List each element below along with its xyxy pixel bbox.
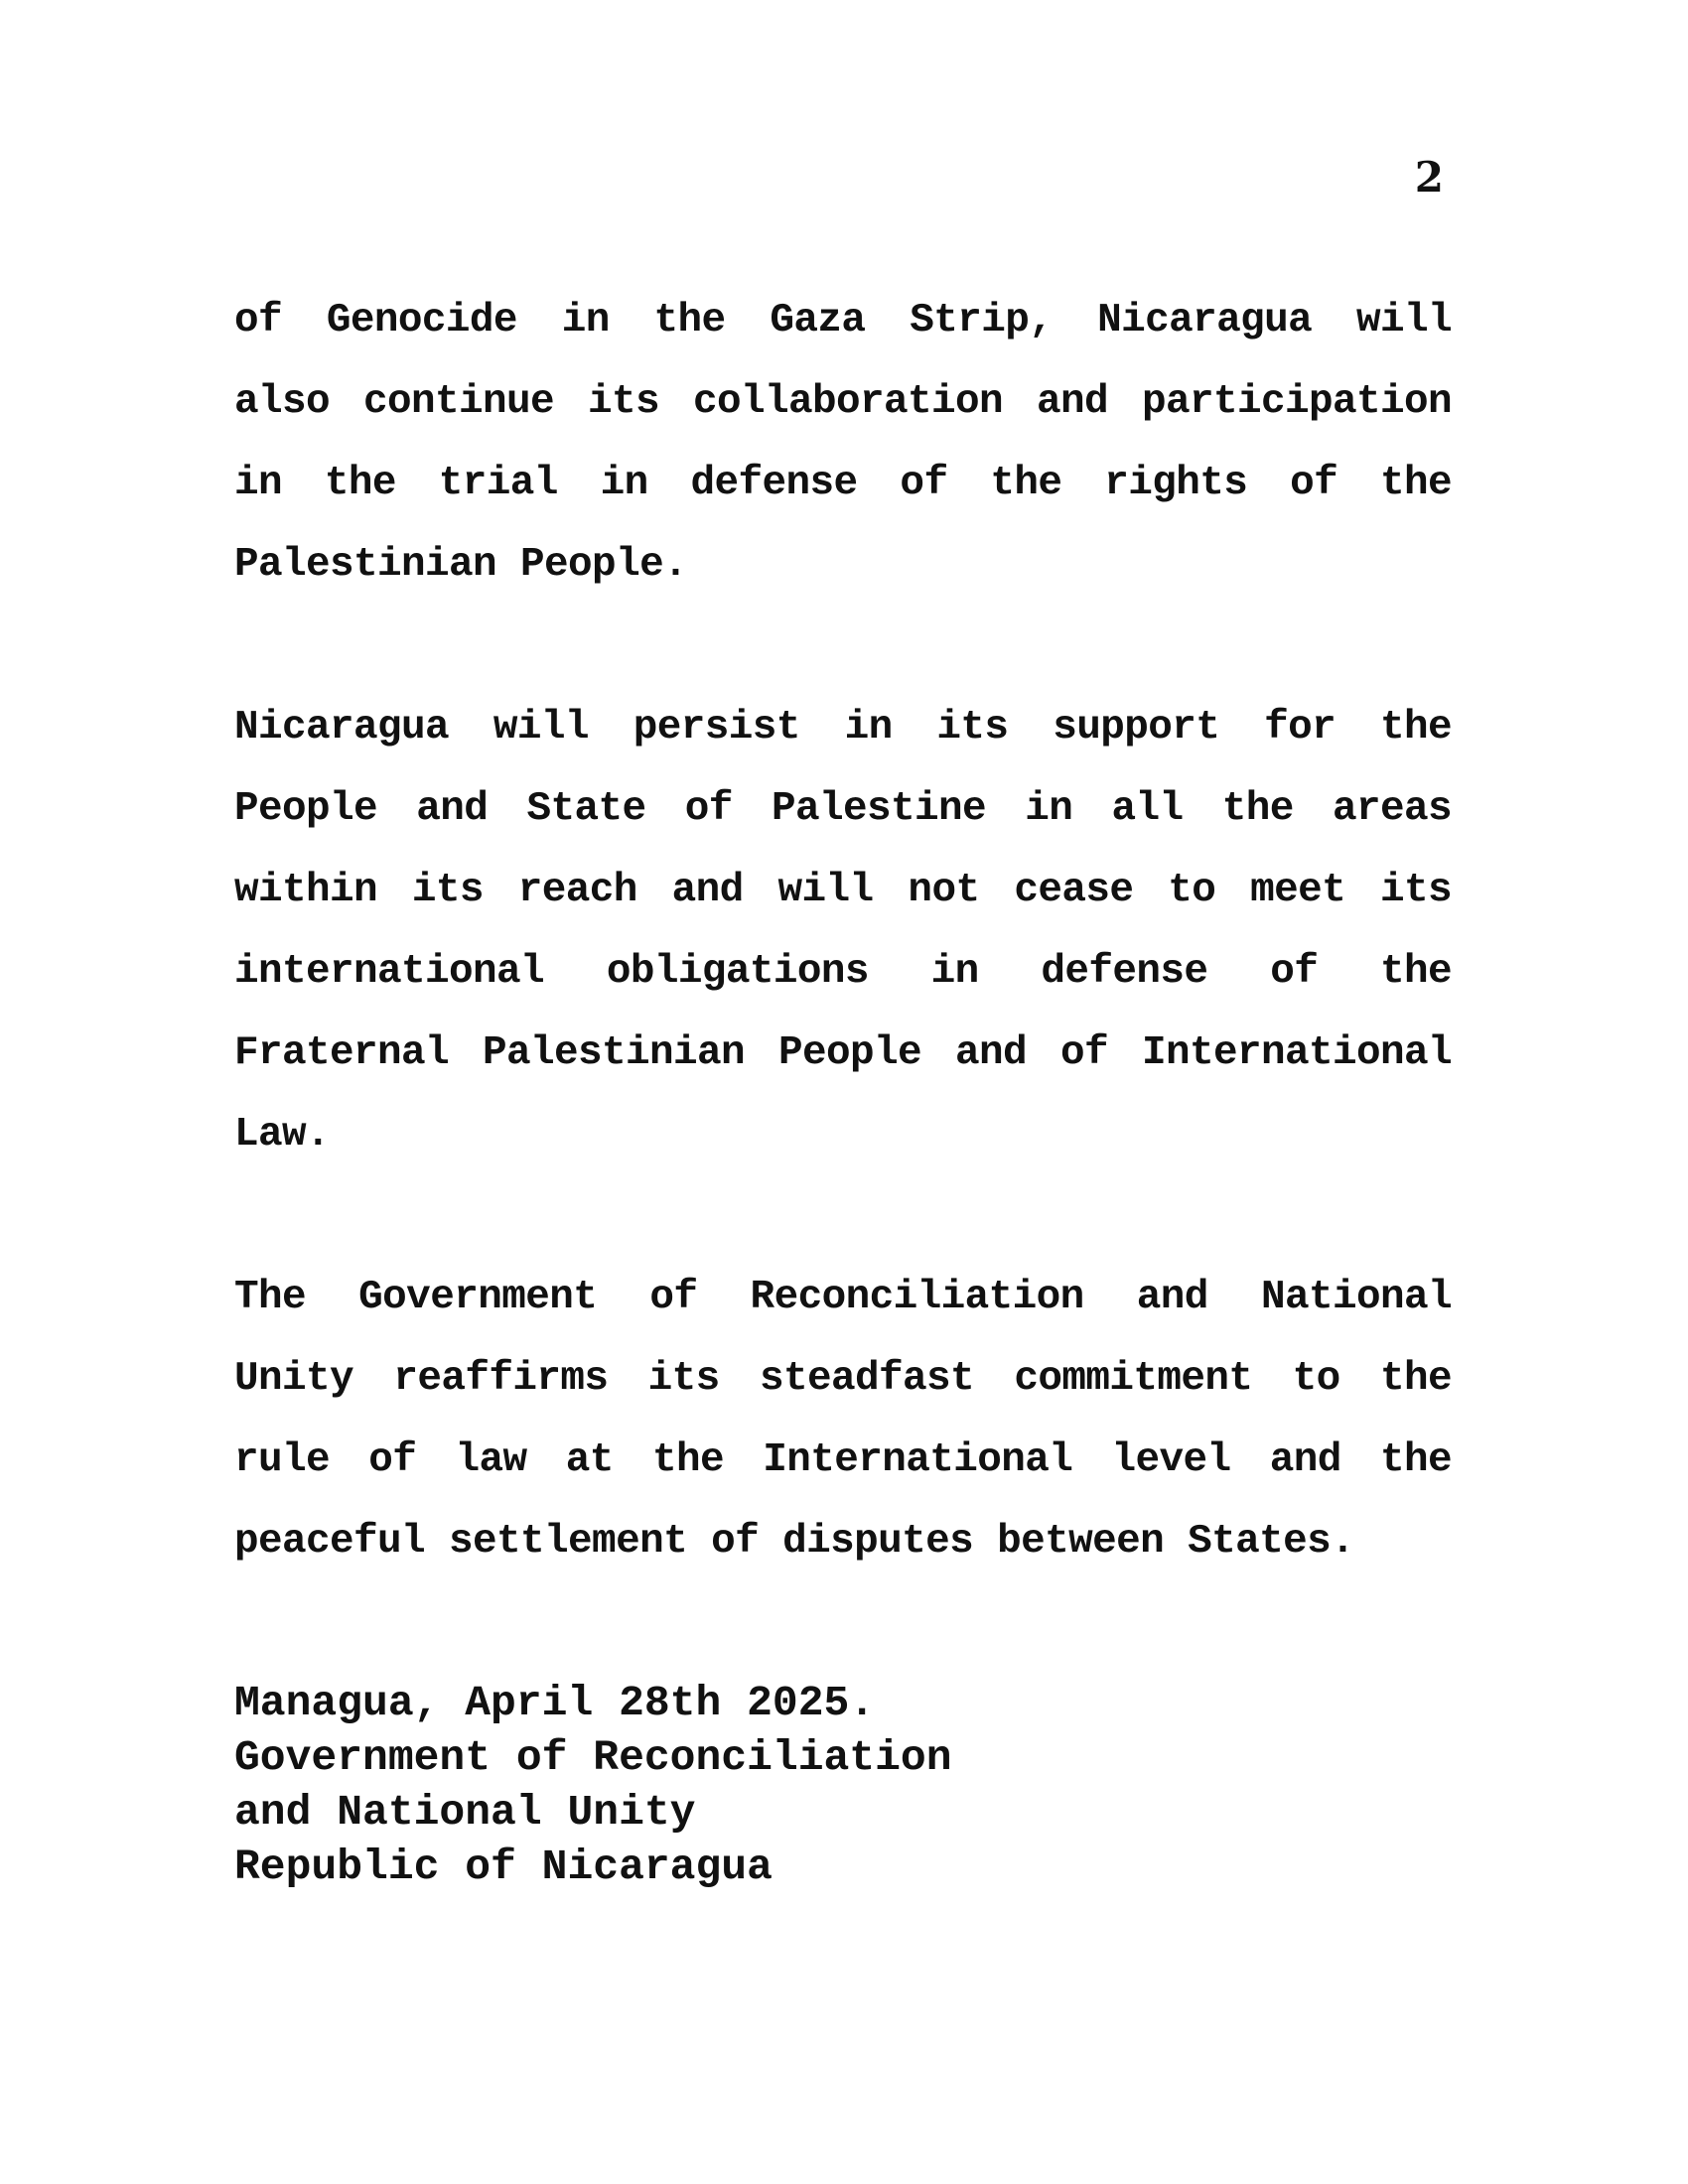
text-line: within its reach and will not cease to meet its xyxy=(234,868,1452,913)
text-line: Law. xyxy=(234,1112,331,1158)
text-line: The Government of Reconciliation and National xyxy=(234,1275,1452,1320)
page-number: 2 xyxy=(1414,153,1444,202)
paragraph-rule-of-law xyxy=(234,1257,1452,1582)
text-line: Nicaragua will persist in its support for the xyxy=(234,705,1452,751)
paragraph-palestine-support xyxy=(234,687,1452,1175)
text-line: Fraternal Palestinian People and of International xyxy=(234,1030,1452,1076)
text-line: Unity reaffirms its steadfast commitment to the xyxy=(234,1356,1452,1402)
signature-org-line-1: Government of Reconciliation xyxy=(234,1733,952,1782)
text-line: of Genocide in the Gaza Strip, Nicaragua will xyxy=(234,298,1452,343)
signature-org-line-2: and National Unity xyxy=(234,1788,696,1837)
statement-body xyxy=(234,280,1452,1664)
paragraph-gaza-trial xyxy=(234,280,1452,606)
text-line: also continue its collaboration and participation xyxy=(234,379,1452,425)
text-line: People and State of Palestine in all the areas xyxy=(234,786,1452,832)
text-line: in the trial in defense of the rights of the xyxy=(234,461,1452,506)
text-line: rule of law at the International level and the xyxy=(234,1437,1452,1483)
signature-block xyxy=(234,1676,952,1894)
text-line: Palestinian People. xyxy=(234,542,688,588)
signature-date: Managua, April 28th 2025. xyxy=(234,1679,876,1727)
text-line: peaceful settlement of disputes between States. xyxy=(234,1519,1355,1565)
signature-country: Republic of Nicaragua xyxy=(234,1843,773,1891)
text-line: international obligations in defense of the xyxy=(234,949,1452,995)
